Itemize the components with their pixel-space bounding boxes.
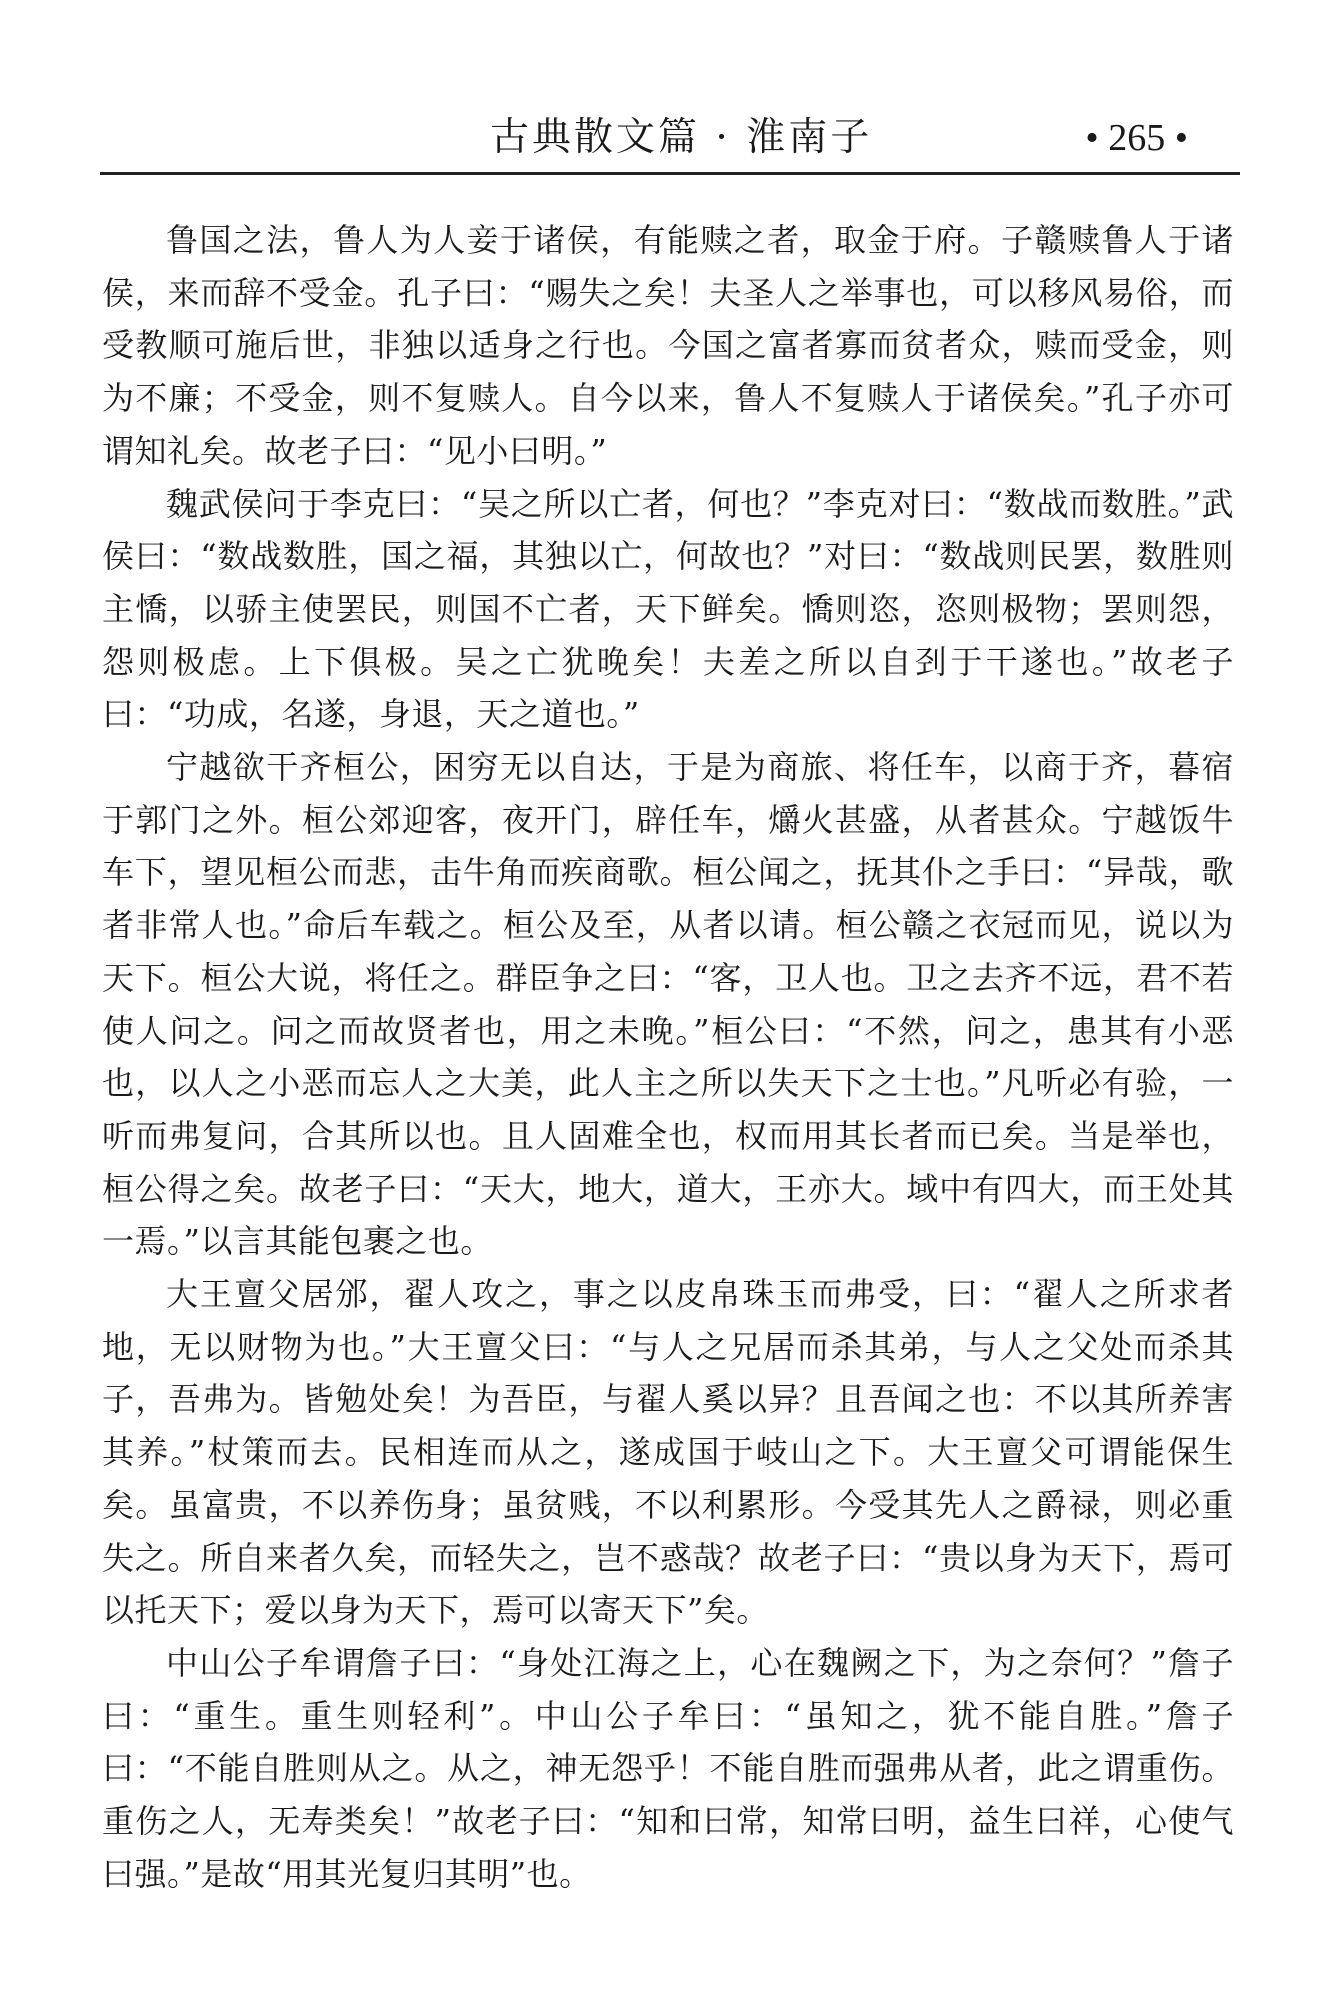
running-title: 古典散文篇 · 淮南子 [490, 115, 873, 160]
paragraph-zhongshan-mou: 中山公子牟谓詹子曰：“身处江海之上，心在魏阙之下，为之奈何？”詹子曰：“重生。重生则轻利”。中山公子牟曰：“虽知之，犹不能自胜。”詹子曰：“不能自胜则从之。从之，神无怨乎！不能自胜而强弗从者，此之谓重伤。重伤之人，无寿类矣！”故老子曰：“知和曰常，知常曰明，益生曰祥，心使气曰强。”是故“用其光复归其明”也。 [102, 1643, 1234, 1893]
header-rule [100, 172, 1240, 175]
paragraph-danfu: 大王亶父居邠，翟人攻之，事之以皮帛珠玉而弗受，曰：“翟人之所求者地，无以财物为也。”大王亶父曰：“与人之兄居而杀其弟，与人之父处而杀其子，吾弗为。皆勉处矣！为吾臣，与翟人奚以异？且吾闻之也：不以其所养害其养。”杖策而去。民相连而从之，遂成国于岐山之下。大王亶父可谓能保生矣。虽富贵，不以养伤身；虽贫贱，不以利累形。今受其先人之爵禄，则必重失之。所自来者久矣，而轻失之，岂不惑哉？故老子曰：“贵以身为天下，焉可以托天下；爱以身为天下，焉可以寄天下”矣。 [102, 1275, 1234, 1630]
paragraph-lu-law: 鲁国之法，鲁人为人妾于诸侯，有能赎之者，取金于府。子赣赎鲁人于诸侯，来而辞不受金。孔子曰：“赐失之矣！夫圣人之举事也，可以移风易俗，而受教顺可施后世，非独以适身之行也。今国之富者寡而贫者众，赎而受金，则为不廉；不受金，则不复赎人。自今以来，鲁人不复赎人于诸侯矣。”孔子亦可谓知礼矣。故老子曰：“见小曰明。” [102, 221, 1234, 470]
paragraph-wei-wuhou: 魏武侯问于李克曰：“吴之所以亡者，何也？”李克对曰：“数战而数胜。”武侯曰：“数战数胜，国之福，其独以亡，何故也？”对曰：“数战则民罢，数胜则主憍，以骄主使罢民，则国不亡者，天下鲜矣。憍则恣，恣则极物；罢则怨，怨则极虑。上下俱极。吴之亡犹晚矣！夫差之所以自刭于干遂也。”故老子曰：“功成，名遂，身退，天之道也。” [102, 484, 1234, 734]
paragraph-ning-yue: 宁越欲干齐桓公，困穷无以自达，于是为商旅、将任车，以商于齐，暮宿于郭门之外。桓公郊迎客，夜开门，辟任车，爝火甚盛，从者甚众。宁越饭牛车下，望见桓公而悲，击牛角而疾商歌。桓公闻之，抚其仆之手曰：“异哉，歌者非常人也。”命后车载之。桓公及至，从者以请。桓公赣之衣冠而见，说以为天下。桓公大说，将任之。群臣争之曰：“客，卫人也。卫之去齐不远，君不若使人问之。问之而故贤者也，用之未晚。”桓公曰：“不然，问之，患其有小恶也，以人之小恶而忘人之大美，此人主之所以失天下之士也。”凡听必有验，一听而弗复问，合其所以也。且人固难全也，权而用其长者而已矣。当是举也，桓公得之矣。故老子曰：“天大，地大，道大，王亦大。域中有四大，而王处其一焉。”以言其能包裹之也。 [102, 748, 1234, 1261]
page-number: • 265 • [1085, 117, 1188, 159]
page-header [100, 108, 1240, 170]
body-text [102, 214, 1234, 1901]
